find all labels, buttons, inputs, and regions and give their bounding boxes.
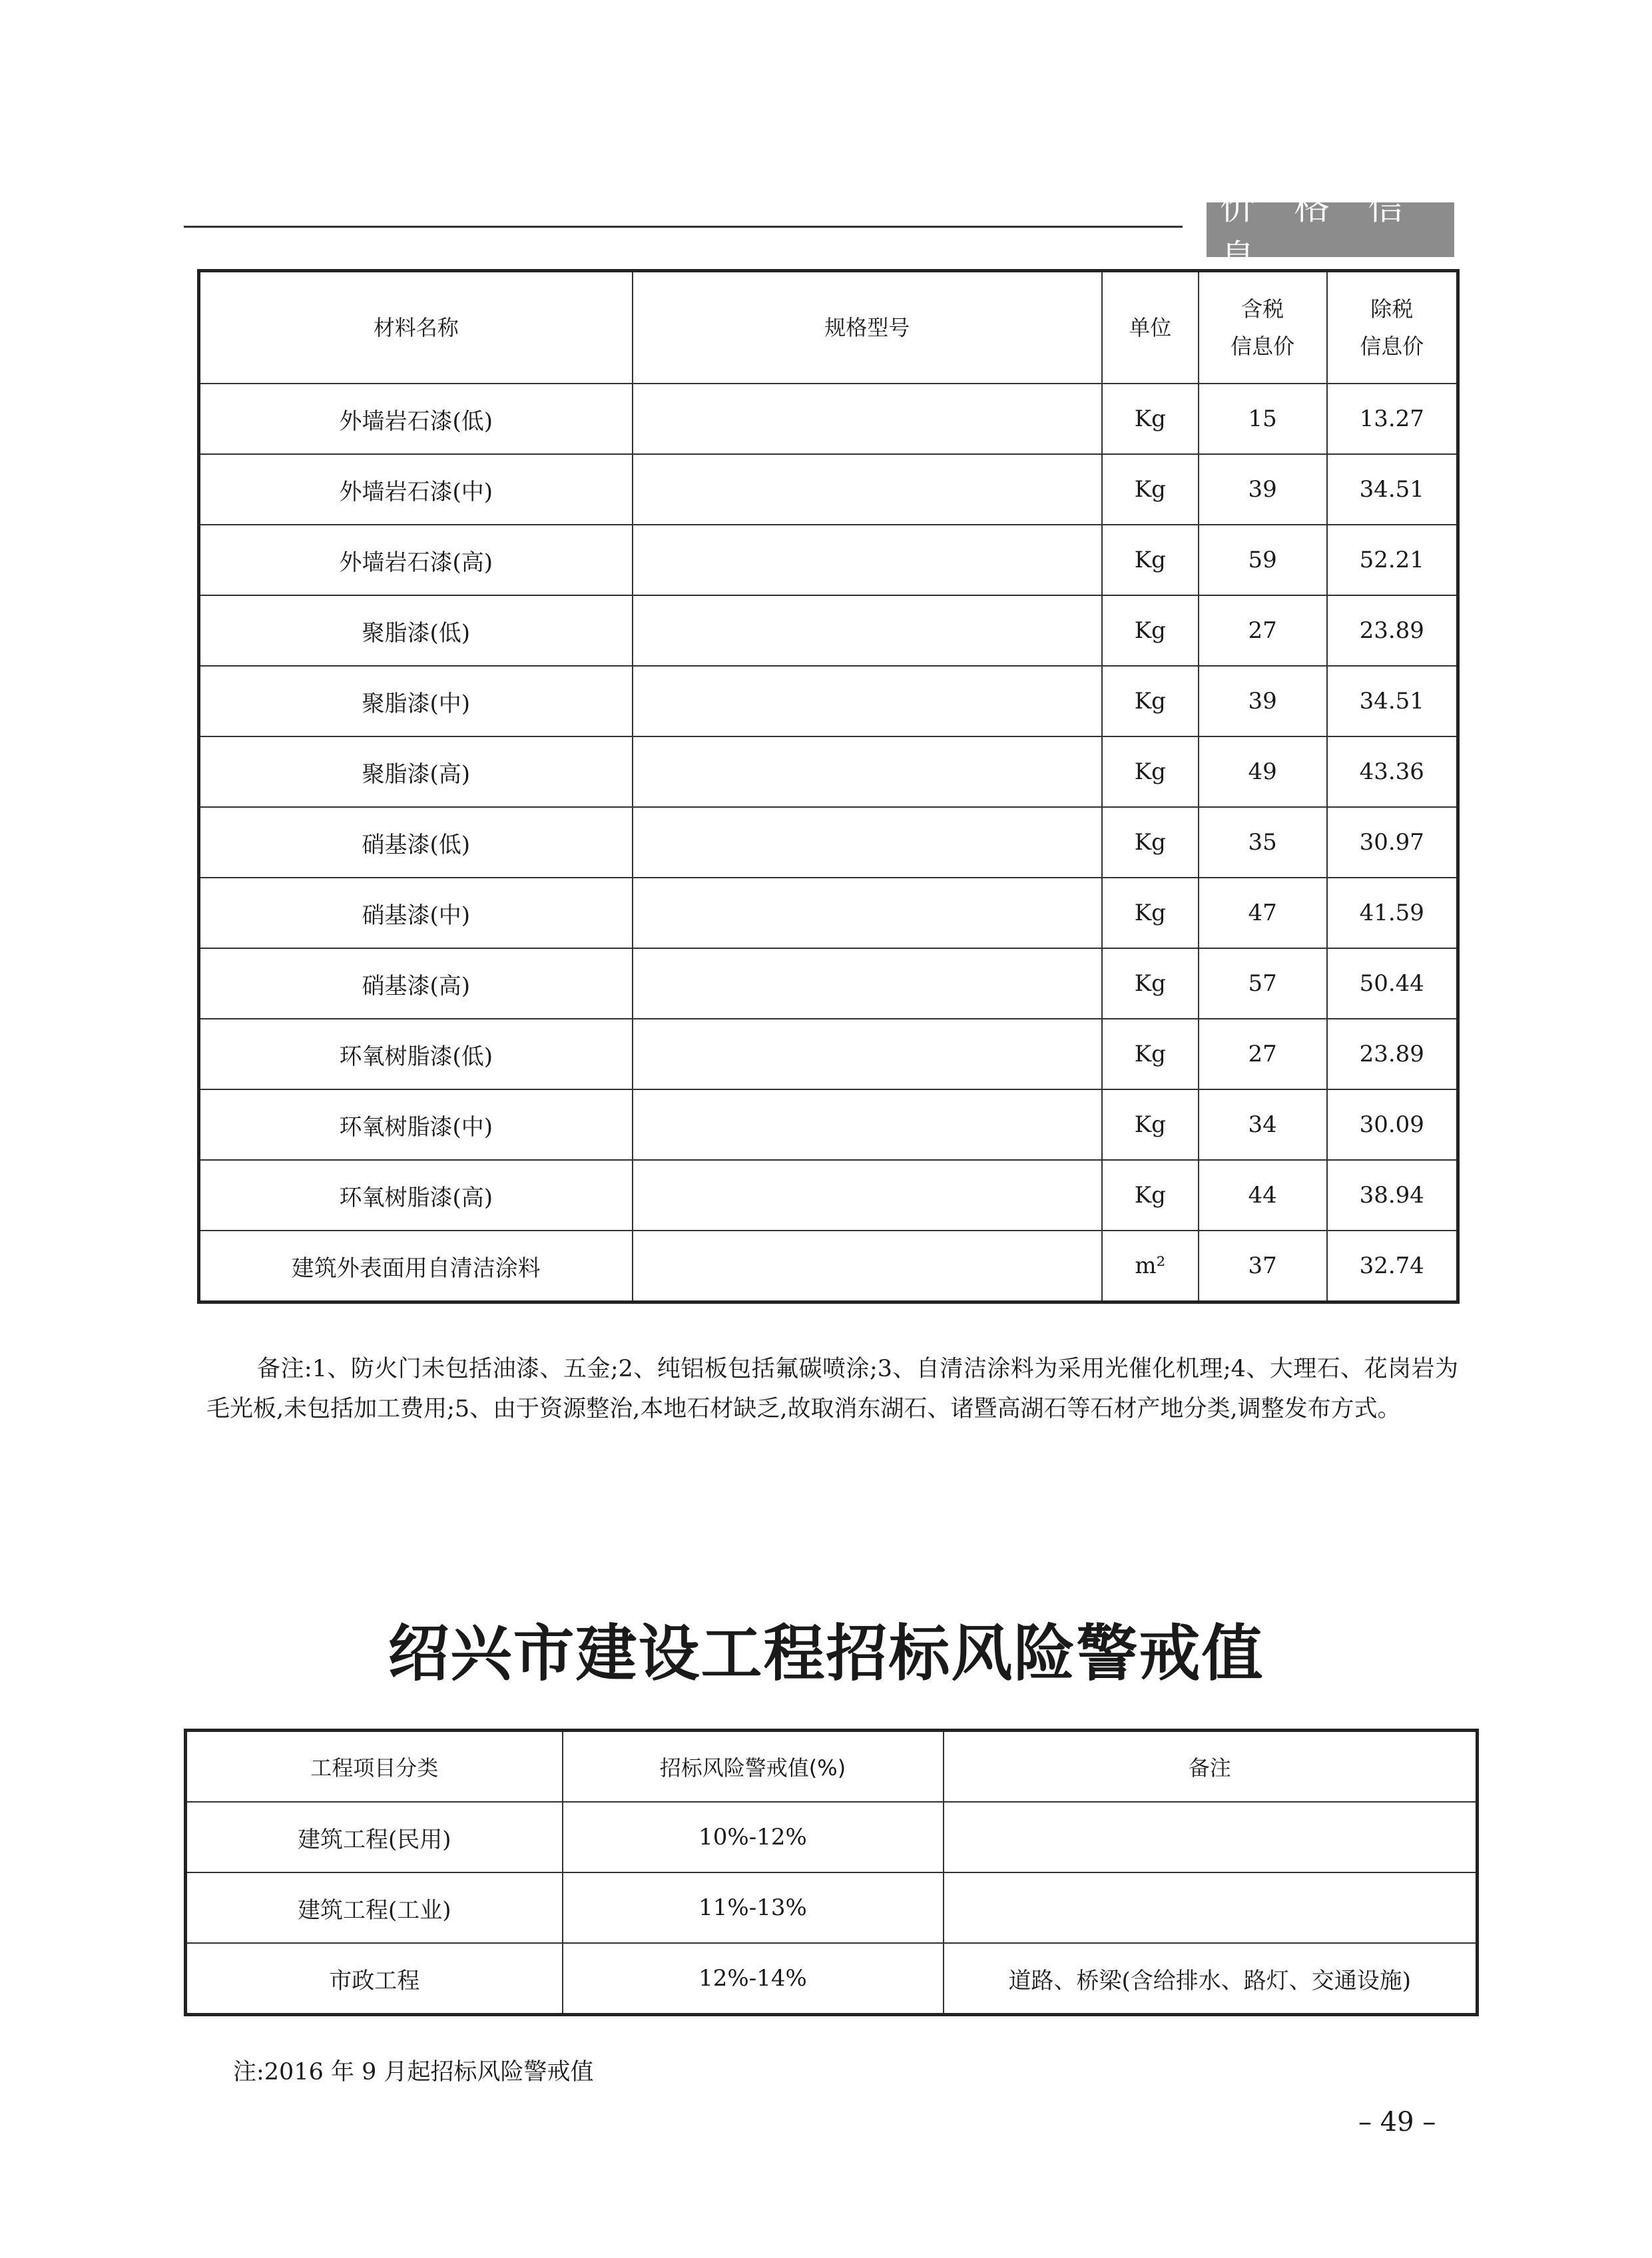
material-name-cell: 建筑外表面用自清洁涂料 bbox=[199, 1231, 633, 1302]
tax-inclusive-price-cell: 47 bbox=[1199, 878, 1327, 948]
risk-table bbox=[184, 1729, 1479, 2016]
header-tax-inclusive-line2: 信息价 bbox=[1231, 334, 1295, 359]
unit-cell: Kg bbox=[1102, 948, 1199, 1019]
tax-exclusive-price-cell: 23.89 bbox=[1327, 595, 1458, 666]
risk-value-cell: 10%-12% bbox=[563, 1802, 944, 1872]
header-risk-value: 招标风险警戒值(%) bbox=[563, 1731, 944, 1803]
tax-inclusive-price-cell: 37 bbox=[1199, 1231, 1327, 1302]
project-category-cell: 市政工程 bbox=[186, 1943, 563, 2015]
tax-exclusive-price-cell: 38.94 bbox=[1327, 1160, 1458, 1231]
tax-inclusive-price-cell: 15 bbox=[1199, 384, 1327, 454]
remark-cell: 道路、桥梁(含给排水、路灯、交通设施) bbox=[944, 1943, 1478, 2015]
material-name-cell: 硝基漆(低) bbox=[199, 807, 633, 878]
risk-section-title: 绍兴市建设工程招标风险警戒值 bbox=[388, 1617, 1264, 1689]
table-row bbox=[199, 807, 1458, 878]
tax-inclusive-price-cell: 39 bbox=[1199, 454, 1327, 525]
unit-cell: Kg bbox=[1102, 666, 1199, 736]
price-table bbox=[197, 269, 1460, 1304]
spec-cell bbox=[633, 1231, 1102, 1302]
spec-cell bbox=[633, 948, 1102, 1019]
spec-cell bbox=[633, 1019, 1102, 1089]
spec-cell bbox=[633, 525, 1102, 595]
table-row bbox=[199, 666, 1458, 736]
table-row bbox=[186, 1943, 1478, 2015]
material-name-cell: 聚脂漆(高) bbox=[199, 736, 633, 807]
table-row bbox=[199, 595, 1458, 666]
header-material-name: 材料名称 bbox=[199, 271, 633, 384]
unit-cell: Kg bbox=[1102, 807, 1199, 878]
table-row bbox=[199, 1019, 1458, 1089]
unit-cell: m² bbox=[1102, 1231, 1199, 1302]
remark-cell bbox=[944, 1802, 1478, 1872]
spec-cell bbox=[633, 736, 1102, 807]
unit-cell: Kg bbox=[1102, 595, 1199, 666]
tax-inclusive-price-cell: 27 bbox=[1199, 1019, 1327, 1089]
project-category-cell: 建筑工程(工业) bbox=[186, 1872, 563, 1943]
material-name-cell: 硝基漆(中) bbox=[199, 878, 633, 948]
table-row bbox=[199, 878, 1458, 948]
tax-exclusive-price-cell: 41.59 bbox=[1327, 878, 1458, 948]
risk-table-header-row bbox=[186, 1731, 1478, 1803]
spec-cell bbox=[633, 807, 1102, 878]
unit-cell: Kg bbox=[1102, 1160, 1199, 1231]
risk-footnote: 注:2016 年 9 月起招标风险警戒值 bbox=[233, 2059, 594, 2086]
tax-inclusive-price-cell: 39 bbox=[1199, 666, 1327, 736]
unit-cell: Kg bbox=[1102, 878, 1199, 948]
header-tax-inclusive-line1: 含税 bbox=[1241, 296, 1284, 322]
tax-inclusive-price-cell: 59 bbox=[1199, 525, 1327, 595]
unit-cell: Kg bbox=[1102, 1019, 1199, 1089]
project-category-cell: 建筑工程(民用) bbox=[186, 1802, 563, 1872]
remark-cell bbox=[944, 1872, 1478, 1943]
tax-exclusive-price-cell: 34.51 bbox=[1327, 454, 1458, 525]
page-number: – 49 – bbox=[1358, 2107, 1436, 2137]
tax-exclusive-price-cell: 23.89 bbox=[1327, 1019, 1458, 1089]
header-tax-exclusive-price bbox=[1327, 271, 1458, 384]
tax-inclusive-price-cell: 44 bbox=[1199, 1160, 1327, 1231]
table-row bbox=[199, 525, 1458, 595]
tax-inclusive-price-cell: 49 bbox=[1199, 736, 1327, 807]
tax-inclusive-price-cell: 57 bbox=[1199, 948, 1327, 1019]
table-row bbox=[199, 454, 1458, 525]
tax-exclusive-price-cell: 34.51 bbox=[1327, 666, 1458, 736]
tax-exclusive-price-cell: 52.21 bbox=[1327, 525, 1458, 595]
material-name-cell: 外墙岩石漆(高) bbox=[199, 525, 633, 595]
spec-cell bbox=[633, 454, 1102, 525]
tax-inclusive-price-cell: 34 bbox=[1199, 1089, 1327, 1160]
spec-cell bbox=[633, 878, 1102, 948]
header-unit: 单位 bbox=[1102, 271, 1199, 384]
material-name-cell: 环氧树脂漆(中) bbox=[199, 1089, 633, 1160]
risk-value-cell: 11%-13% bbox=[563, 1872, 944, 1943]
material-name-cell: 外墙岩石漆(低) bbox=[199, 384, 633, 454]
section-label: 价 格 信 息 bbox=[1207, 202, 1454, 257]
unit-cell: Kg bbox=[1102, 454, 1199, 525]
header-tax-exclusive-line2: 信息价 bbox=[1360, 334, 1424, 359]
tax-inclusive-price-cell: 35 bbox=[1199, 807, 1327, 878]
table-row bbox=[199, 1089, 1458, 1160]
table-row bbox=[186, 1802, 1478, 1872]
spec-cell bbox=[633, 1089, 1102, 1160]
header-tax-inclusive-price bbox=[1199, 271, 1327, 384]
material-name-cell: 聚脂漆(低) bbox=[199, 595, 633, 666]
table-row bbox=[199, 1231, 1458, 1302]
unit-cell: Kg bbox=[1102, 525, 1199, 595]
unit-cell: Kg bbox=[1102, 384, 1199, 454]
table-row bbox=[199, 948, 1458, 1019]
header-tax-exclusive-line1: 除税 bbox=[1370, 296, 1414, 322]
unit-cell: Kg bbox=[1102, 736, 1199, 807]
tax-inclusive-price-cell: 27 bbox=[1199, 595, 1327, 666]
price-table-header-row bbox=[199, 271, 1458, 384]
tax-exclusive-price-cell: 43.36 bbox=[1327, 736, 1458, 807]
material-name-cell: 聚脂漆(中) bbox=[199, 666, 633, 736]
material-name-cell: 外墙岩石漆(中) bbox=[199, 454, 633, 525]
tax-exclusive-price-cell: 30.09 bbox=[1327, 1089, 1458, 1160]
material-name-cell: 硝基漆(高) bbox=[199, 948, 633, 1019]
material-name-cell: 环氧树脂漆(高) bbox=[199, 1160, 633, 1231]
spec-cell bbox=[633, 384, 1102, 454]
header-project-category: 工程项目分类 bbox=[186, 1731, 563, 1803]
header-spec: 规格型号 bbox=[633, 271, 1102, 384]
material-name-cell: 环氧树脂漆(低) bbox=[199, 1019, 633, 1089]
table-row bbox=[199, 736, 1458, 807]
tax-exclusive-price-cell: 13.27 bbox=[1327, 384, 1458, 454]
header-rule bbox=[184, 226, 1183, 228]
unit-cell: Kg bbox=[1102, 1089, 1199, 1160]
tax-exclusive-price-cell: 50.44 bbox=[1327, 948, 1458, 1019]
spec-cell bbox=[633, 1160, 1102, 1231]
risk-value-cell: 12%-14% bbox=[563, 1943, 944, 2015]
spec-cell bbox=[633, 666, 1102, 736]
table-row bbox=[186, 1872, 1478, 1943]
spec-cell bbox=[633, 595, 1102, 666]
tax-exclusive-price-cell: 30.97 bbox=[1327, 807, 1458, 878]
header-remark: 备注 bbox=[944, 1731, 1478, 1803]
table-row bbox=[199, 1160, 1458, 1231]
table-row bbox=[199, 384, 1458, 454]
notes-paragraph: 备注:1、防火门未包括油漆、五金;2、纯铝板包括氟碳喷涂;3、自清洁涂料为采用光催化机理;4、大理石、花岗岩为毛光板,未包括加工费用;5、由于资源整治,本地石材缺乏,故取消东湖石、诸暨高湖石等石材产地分类,调整发布方式。 bbox=[206, 1356, 1458, 1422]
tax-exclusive-price-cell: 32.74 bbox=[1327, 1231, 1458, 1302]
